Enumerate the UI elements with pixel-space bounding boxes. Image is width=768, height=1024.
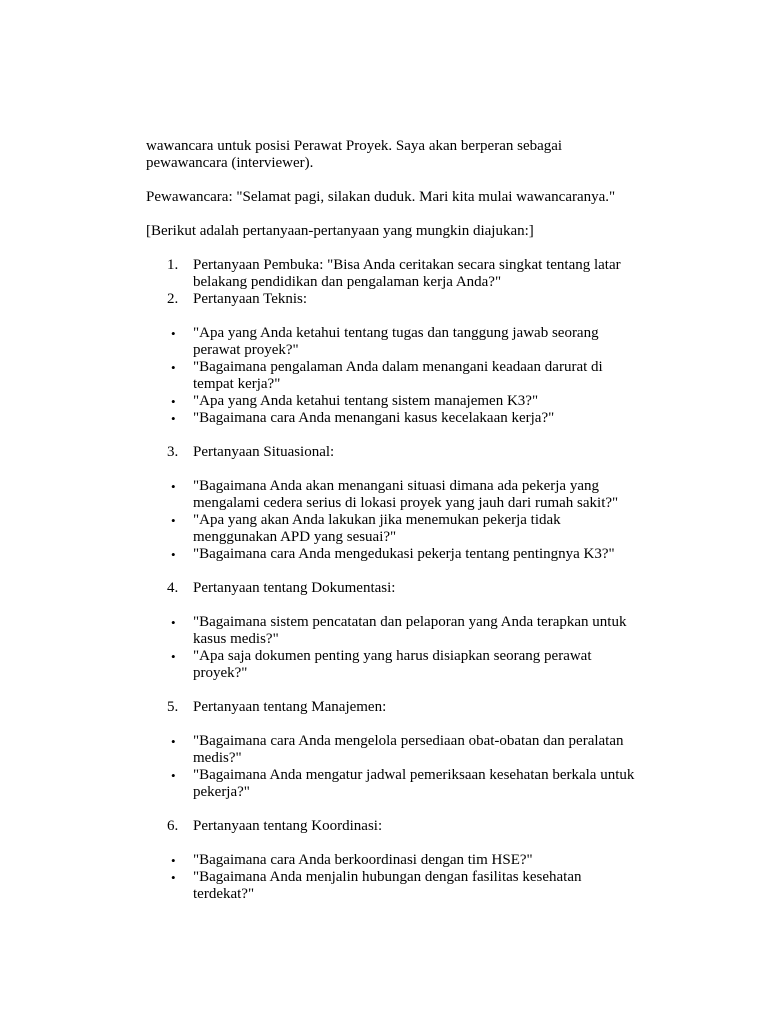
- bullet-item: [146, 546, 656, 563]
- bullet-item: [146, 393, 656, 410]
- bullet-text-line: "Bagaimana Anda mengatur jadwal pemeriksaan kesehatan berkala untuk: [193, 767, 635, 783]
- bullet-text-line: kasus medis?": [193, 631, 279, 647]
- spacer: [146, 427, 656, 444]
- item-text-line: Pertanyaan Pembuka: "Bisa Anda ceritakan secara singkat tentang latar: [193, 257, 621, 273]
- opening-line: Pewawancara: "Selamat pagi, silakan duduk. Mari kita mulai wawancaranya.": [146, 189, 616, 205]
- numbered-item: [146, 818, 656, 835]
- numbered-item: [146, 580, 656, 597]
- bullet-icon: •: [171, 649, 176, 664]
- bullet-text-line: tempat kerja?": [193, 376, 281, 392]
- bullet-text-line: menggunakan APD yang sesuai?": [193, 529, 397, 545]
- bullet-icon: •: [171, 547, 176, 562]
- bullet-text-line: "Bagaimana cara Anda berkoordinasi dengan tim HSE?": [193, 852, 533, 868]
- document-page: [146, 138, 656, 903]
- numbered-item: [146, 257, 656, 291]
- bullet-item: [146, 410, 656, 427]
- bullet-icon: •: [171, 513, 176, 528]
- question-list: [146, 257, 656, 903]
- numbered-item: [146, 444, 656, 461]
- intro-line-1: wawancara untuk posisi Perawat Proyek. Saya akan berperan sebagai: [146, 138, 563, 154]
- spacer: [146, 835, 656, 852]
- spacer: [146, 308, 656, 325]
- bullet-item: [146, 325, 656, 359]
- bullet-text-line: "Bagaimana cara Anda mengelola persediaan obat-obatan dan peralatan: [193, 733, 624, 749]
- bullet-text-line: proyek?": [193, 665, 248, 681]
- numbered-item: [146, 699, 656, 716]
- bullet-icon: •: [171, 615, 176, 630]
- bullet-icon: •: [171, 394, 176, 409]
- bullet-text-line: medis?": [193, 750, 242, 766]
- item-number: 4.: [167, 580, 179, 596]
- item-number: 5.: [167, 699, 179, 715]
- bullet-item: [146, 869, 656, 903]
- intro-line-2: pewawancara (interviewer).: [146, 155, 314, 171]
- list-intro: [Berikut adalah pertanyaan-pertanyaan yang mungkin diajukan:]: [146, 223, 534, 239]
- bullet-icon: •: [171, 411, 176, 426]
- bullet-text-line: "Apa saja dokumen penting yang harus disiapkan seorang perawat: [193, 648, 592, 664]
- bullet-item: [146, 648, 656, 682]
- bullet-text-line: terdekat?": [193, 886, 255, 902]
- bullet-icon: •: [171, 479, 176, 494]
- item-text-line: Pertanyaan tentang Manajemen:: [193, 699, 387, 715]
- bullet-text-line: "Bagaimana cara Anda menangani kasus kecelakaan kerja?": [193, 410, 555, 426]
- bullet-item: [146, 478, 656, 512]
- spacer: [146, 461, 656, 478]
- bullet-text-line: "Apa yang Anda ketahui tentang tugas dan tanggung jawab seorang: [193, 325, 599, 341]
- bullet-item: [146, 614, 656, 648]
- bullet-icon: •: [171, 853, 176, 868]
- numbered-item: [146, 291, 656, 308]
- item-number: 2.: [167, 291, 179, 307]
- spacer: [146, 597, 656, 614]
- bullet-text-line: "Bagaimana cara Anda mengedukasi pekerja tentang pentingnya K3?": [193, 546, 615, 562]
- bullet-text-line: "Apa yang Anda ketahui tentang sistem manajemen K3?": [193, 393, 539, 409]
- item-text-line: Pertanyaan Teknis:: [193, 291, 308, 307]
- item-text-line: Pertanyaan tentang Dokumentasi:: [193, 580, 396, 596]
- bullet-text-line: mengalami cedera serius di lokasi proyek yang jauh dari rumah sakit?": [193, 495, 619, 511]
- item-number: 6.: [167, 818, 179, 834]
- item-number: 1.: [167, 257, 179, 273]
- spacer: [146, 563, 656, 580]
- bullet-text-line: "Bagaimana Anda akan menangani situasi dimana ada pekerja yang: [193, 478, 599, 494]
- bullet-text-line: "Bagaimana Anda menjalin hubungan dengan fasilitas kesehatan: [193, 869, 582, 885]
- bullet-item: [146, 852, 656, 869]
- bullet-text-line: "Apa yang akan Anda lakukan jika menemukan pekerja tidak: [193, 512, 561, 528]
- item-text-line: Pertanyaan tentang Koordinasi:: [193, 818, 383, 834]
- spacer: [146, 682, 656, 699]
- bullet-text-line: "Bagaimana sistem pencatatan dan pelaporan yang Anda terapkan untuk: [193, 614, 627, 630]
- spacer: [146, 801, 656, 818]
- bullet-item: [146, 767, 656, 801]
- bullet-text-line: perawat proyek?": [193, 342, 299, 358]
- bullet-icon: •: [171, 326, 176, 341]
- bullet-text-line: "Bagaimana pengalaman Anda dalam menangani keadaan darurat di: [193, 359, 603, 375]
- spacer: [146, 716, 656, 733]
- item-text-line: belakang pendidikan dan pengalaman kerja Anda?": [193, 274, 502, 290]
- bullet-icon: •: [171, 870, 176, 885]
- bullet-icon: •: [171, 768, 176, 783]
- bullet-item: [146, 512, 656, 546]
- item-text-line: Pertanyaan Situasional:: [193, 444, 335, 460]
- bullet-text-line: pekerja?": [193, 784, 250, 800]
- bullet-icon: •: [171, 360, 176, 375]
- bullet-icon: •: [171, 734, 176, 749]
- item-number: 3.: [167, 444, 179, 460]
- bullet-item: [146, 359, 656, 393]
- bullet-item: [146, 733, 656, 767]
